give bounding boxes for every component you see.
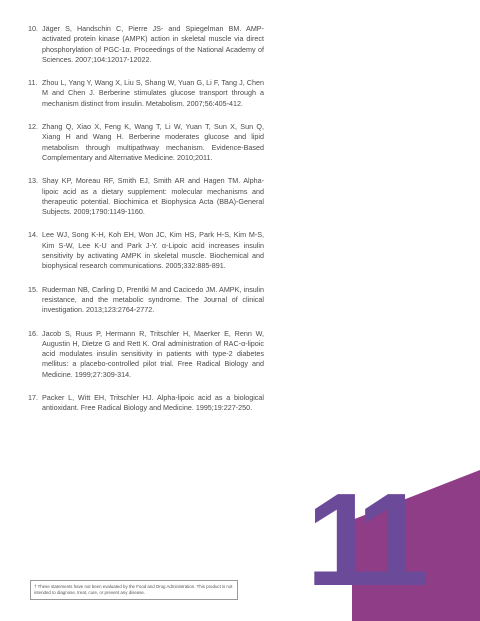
- reference-text: Ruderman NB, Carling D, Prentki M and Cacicedo JM. AMPK, insulin resistance, and the metabolic syndrome. The Journal of clinical investigation. 2013;123:2764-2772.: [42, 284, 264, 315]
- reference-text: Lee WJ, Song K-H, Koh EH, Won JC, Kim HS, Park H-S, Kim M-S, Kim S-W, Lee K-U and Park J-Y. α-Lipoic acid increases insulin sensitivity by activating AMPK in skeletal muscle. Biochemical and biophysical research communications. 2005;332:885-891.: [42, 230, 264, 271]
- reference-number: 16.: [28, 328, 38, 338]
- reference-text: Zhang Q, Xiao X, Feng K, Wang T, Li W, Yuan T, Sun X, Sun Q, Xiang H and Wang H. Berberine moderates glucose and lipid metabolism through multipathway mechanism. Evidence-Based Complementary and Alternative Medicine. 2010;2011.: [42, 122, 264, 162]
- reference-text: Packer L, Witt EH, Tritschler HJ. Alpha-lipoic acid as a biological antioxidant. Free Radical Biology and Medicine. 1995;19:227-250.: [42, 393, 264, 413]
- reference-number: 13.: [28, 176, 38, 186]
- page-number: 11: [306, 466, 414, 613]
- reference-number: 11.: [28, 78, 38, 88]
- reference-text: Jacob S, Ruus P, Hermann R, Tritschler H, Maerker E, Renn W, Augustin H, Dietze G and Rett K. Oral administration of RAC-α-lipoic acid modulates insulin sensitivity in patients with type-2 diabetes mellitus: a placebo-controlled pilot trial. Free Radical Biology and Medicine. 1999;27:309-314.: [42, 328, 264, 379]
- reference-number: 15.: [28, 284, 38, 294]
- reference-text: Zhou L, Yang Y, Wang X, Liu S, Shang W, Yuan G, Li F, Tang J, Chen M and Chen J. Berberine stimulates glucose transport through a mechanism distinct from insulin. Metabolism. 2007;56:405-412.: [42, 78, 264, 108]
- reference-number: 10.: [28, 24, 38, 33]
- reference-text: Shay KP, Moreau RF, Smith EJ, Smith AR and Hagen TM. Alpha-lipoic acid as a dietary supplement: molecular mechanisms and therapeutic potential. Biochimica et Biophysica Acta (BBA)-General Subjects. 2009;1790:1149-1160.: [42, 176, 264, 217]
- fda-disclaimer-footnote: † These statements have not been evaluated by the Food and Drug Administration. This product is not intended to diagnose, treat, cure, or prevent any disease.: [30, 580, 238, 600]
- reference-number: 12.: [28, 122, 38, 132]
- reference-text: Jäger S, Handschin C, Pierre JS- and Spiegelman BM. AMP-activated protein kinase (AMPK) action in skeletal muscle via direct phosphorylation of PGC-1α. Proceedings of the National Academy of Sciences. 2007;104:12017-12022.: [42, 24, 264, 64]
- reference-number: 14.: [28, 230, 38, 240]
- reference-number: 17.: [28, 393, 38, 403]
